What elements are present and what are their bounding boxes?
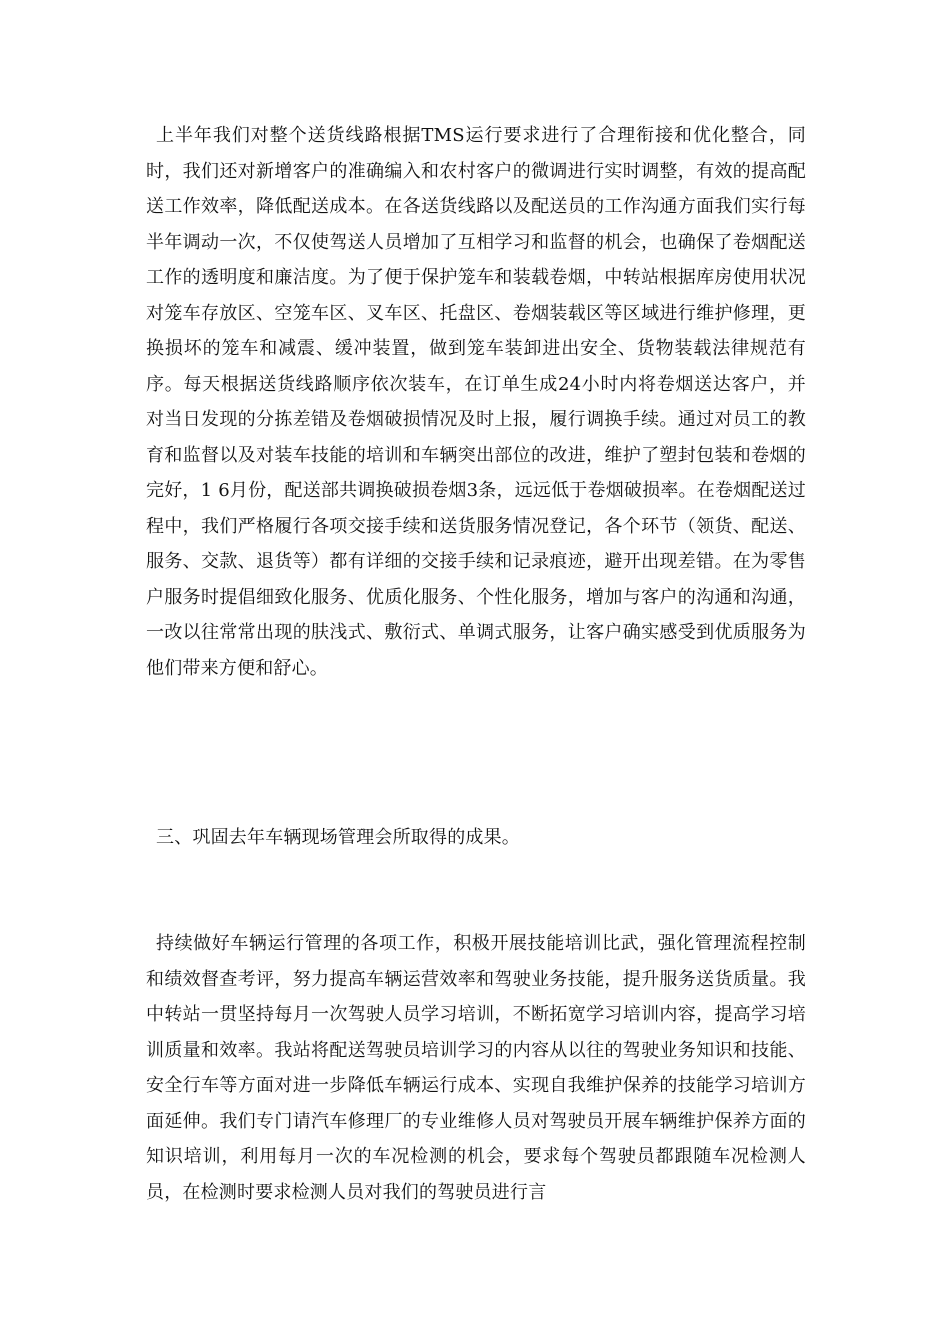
body-paragraph: 持续做好车辆运行管理的各项工作，积极开展技能培训比武，强化管理流程控制和绩效督查考评，努力提高车辆运营效率和驾驶业务技能，提升服务送货质量。我中转站一贯坚持每月一次驾驶人员学习培训，不断拓宽学习培训内容，提高学习培训质量和效率。我站将配送驾驶员培训学习的内容从以往的驾驶业务知识和技能、安全行车等方面对进一步降低车辆运行成本、实现自我维护保养的技能学习培训方面延伸。我们专门请汽车修理厂的专业维修人员对驾驶员开展车辆维护保养方面的知识培训，利用每月一次的车况检测的机会，要求每个驾驶员都跟随车况检测人员，在检测时要求检测人员对我们的驾驶员进行言 [146,933,806,1203]
body-paragraph: 上半年我们对整个送货线路根据TMS运行要求进行了合理衔接和优化整合，同时，我们还对新增客户的准确编入和农村客户的微调进行实时调整，有效的提高配送工作效率，降低配送成本。在各送货线路以及配送员的工作沟通方面我们实行每半年调动一次，不仅使驾送人员增加了互相学习和监督的机会，也确保了卷烟配送工作的透明度和廉洁度。为了便于保护笼车和装载卷烟，中转站根据库房使用状况对笼车存放区、空笼车区、叉车区、托盘区、卷烟装载区等区域进行维护修理，更换损坏的笼车和减震、缓冲装置，做到笼车装卸进出安全、货物装载法律规范有序。每天根据送货线路顺序依次装车，在订单生成24小时内将卷烟送达客户，并对当日发现的分拣差错及卷烟破损情况及时上报，履行调换手续。通过对员工的教育和监督以及对装车技能的培训和车辆突出部位的改进，维护了塑封包装和卷烟的完好，1 6月份，配送部共调换破损卷烟3条，远远低于卷烟破损率。在卷烟配送过程中，我们严格履行各项交接手续和送货服务情况登记，各个环节（领货、配送、服务、交款、退货等）都有详细的交接手续和记录痕迹，避开出现差错。在为零售户服务时提倡细致化服务、优质化服务、个性化服务，增加与客户的沟通和沟通，一改以往常常出现的肤浅式、敷衍式、单调式服务，让客户确实感受到优质服务为他们带来方便和舒心。 [146,125,806,679]
section-heading: 三、巩固去年车辆现场管理会所取得的成果。 [156,827,520,848]
